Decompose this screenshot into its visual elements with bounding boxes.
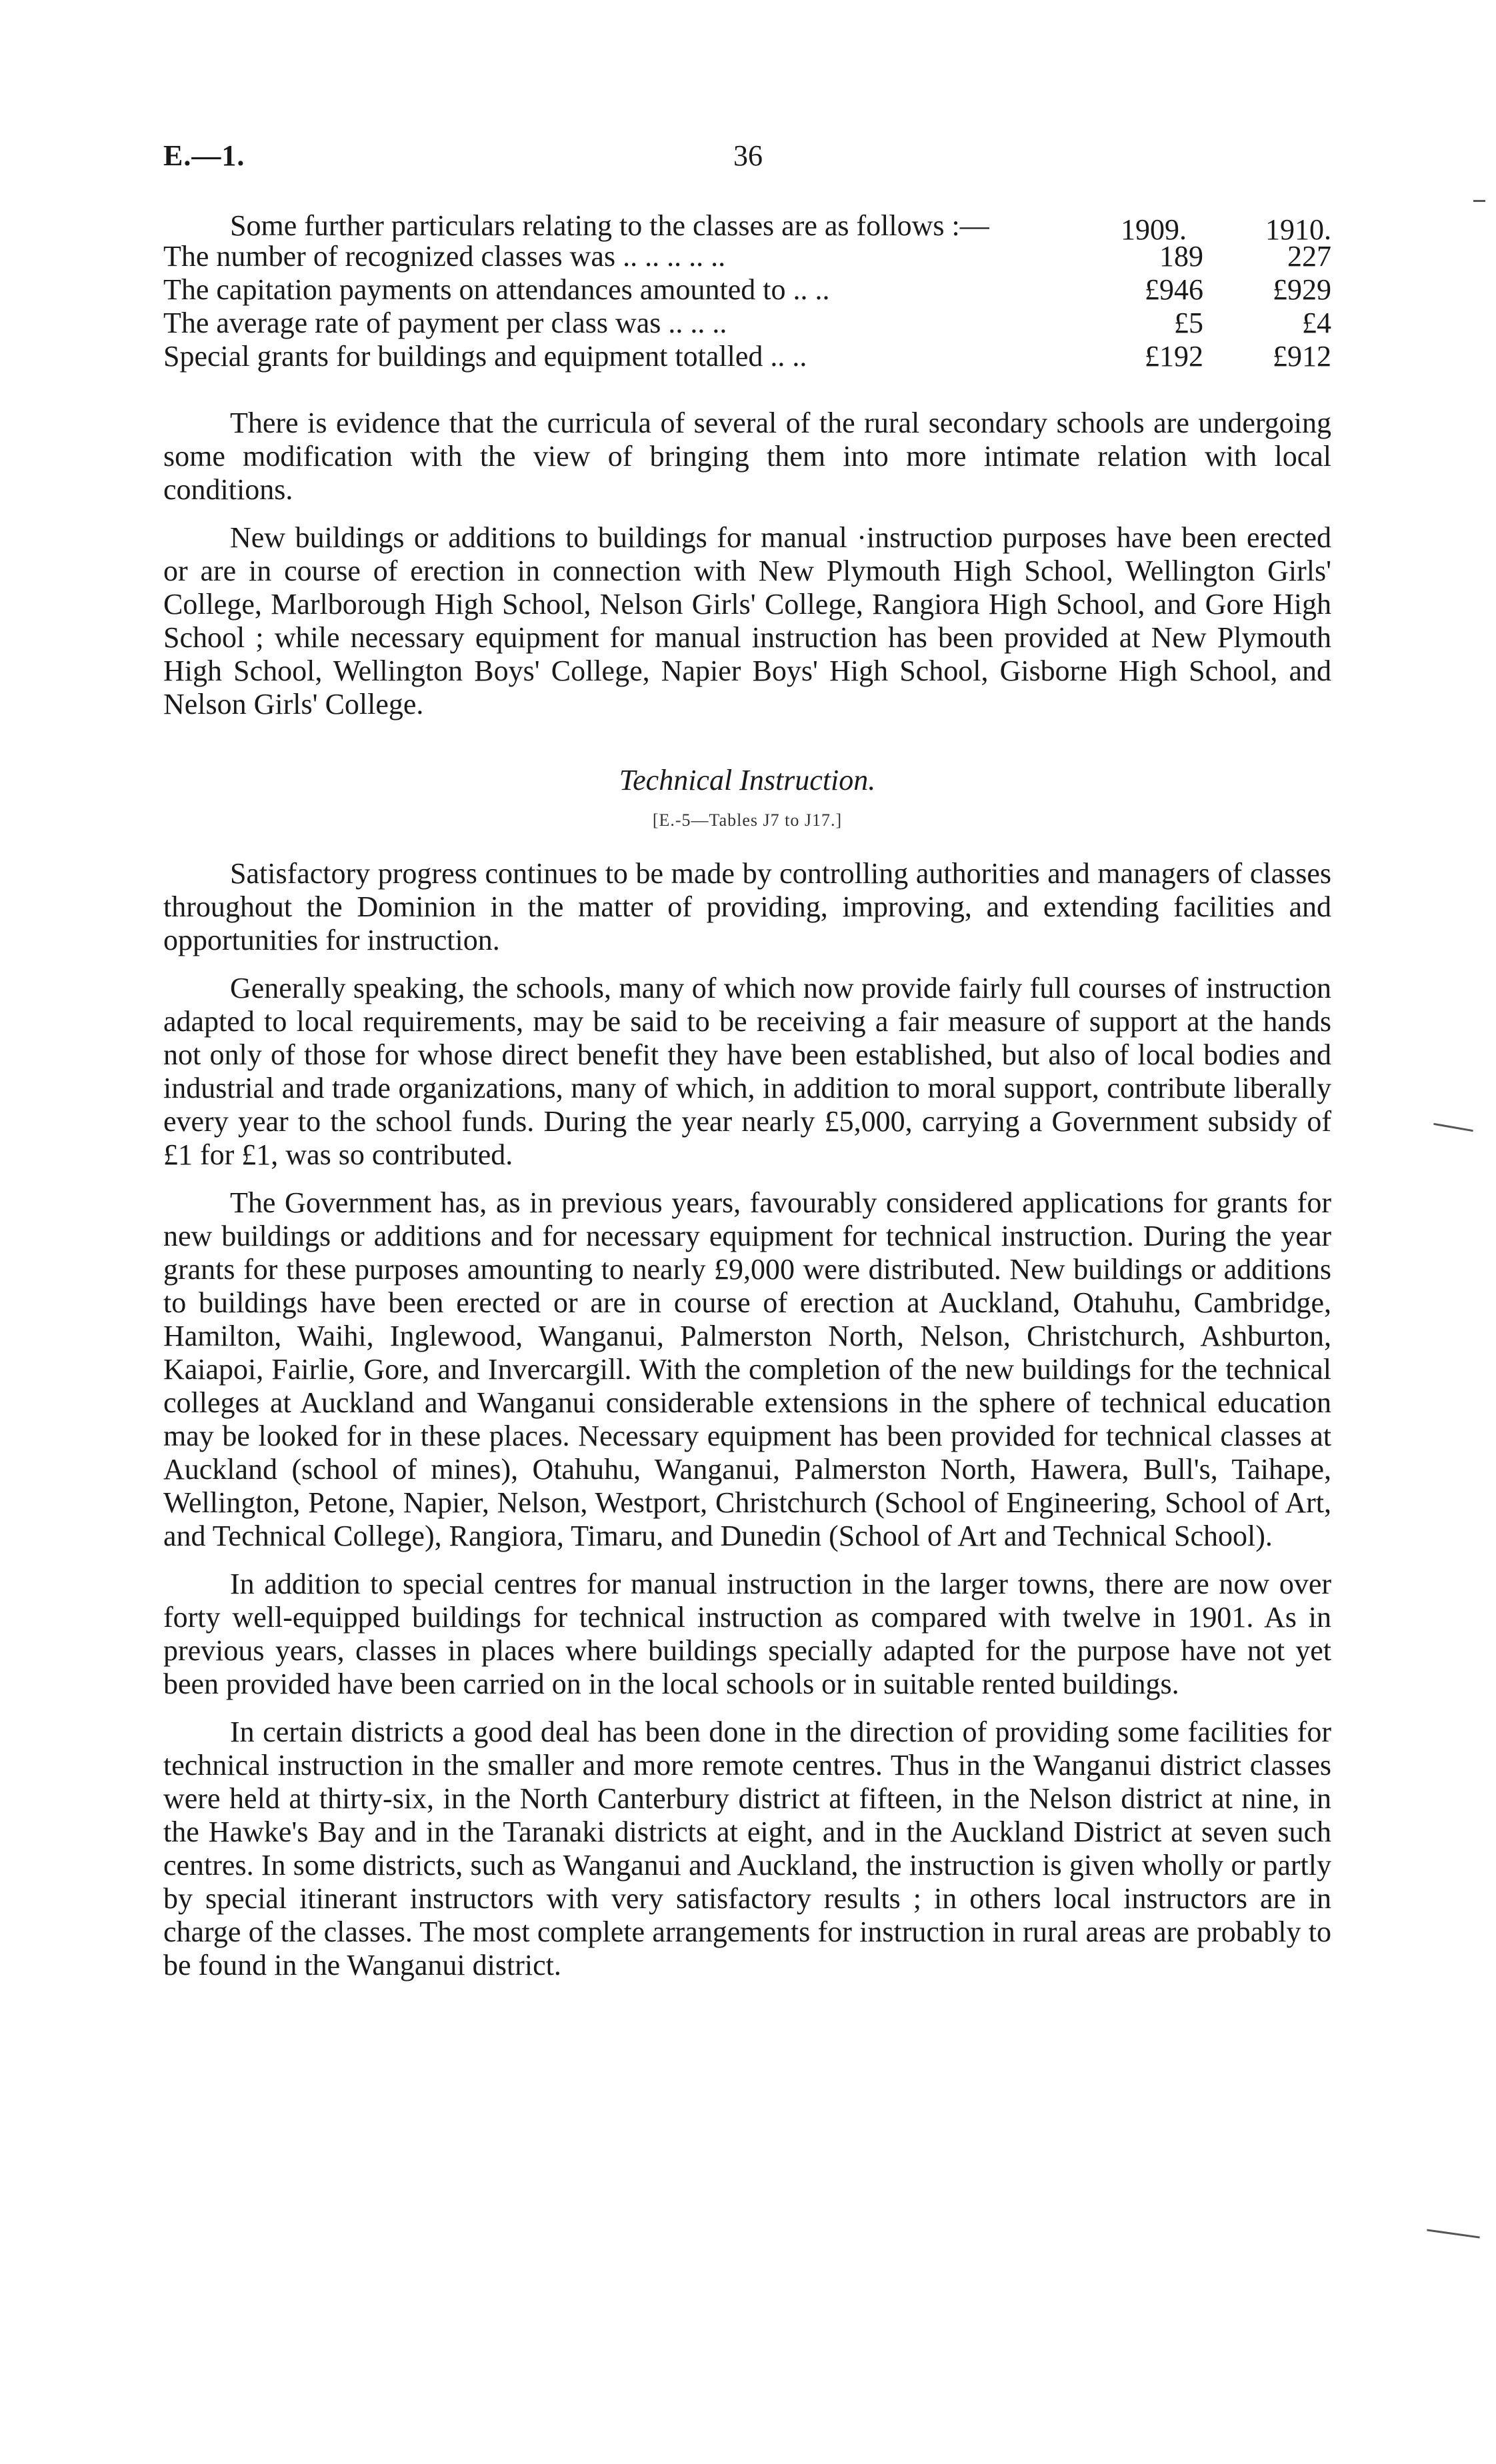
body-paragraph: New buildings or additions to buildings for manual ·instructioᴅ purposes have been erected or are in course of erection in connection with New Plymouth High School, Wellington Girls' College, Marlborough High School, Nelson Girls' College, Rangiora High School, and Gore High School ; while necessary equipment for manual instruction has been provided at New Plymouth High School, Wellington Boys' College, Napier Boys' High School, Gisborne High School, and Nelson Girls' College. (163, 521, 1331, 720)
stats-row-value-1910: 227 (1287, 240, 1331, 273)
stats-row-label: The number of recognized classes was .. .. .. .. .. (163, 240, 726, 273)
stats-row (163, 340, 1331, 373)
body-paragraph: Satisfactory progress continues to be made by controlling authorities and managers of classes throughout the Dominion in the matter of providing, improving, and extending facilities and opportunities for instruction. (163, 857, 1331, 956)
scan-mark (1473, 200, 1485, 202)
stats-row (163, 273, 1331, 307)
stats-row-value-1910: £4 (1302, 307, 1331, 339)
stats-row-value-1910: £929 (1273, 273, 1331, 306)
stats-intro-row (230, 200, 1331, 246)
stats-table (163, 240, 1331, 373)
stats-row-value-1909: 189 (1159, 240, 1203, 273)
body-paragraph: The Government has, as in previous years, favourably considered applications for grants for new buildings or additions and for necessary equipment for technical instruction. During the year grants for these purposes amounting to nearly £9,000 were distributed. New buildings or additions to buildings have been erected or are in course of erection at Auckland, Otahuhu, Cambridge, Hamilton, Waihi, Inglewood, Wanganui, Palmerston North, Nelson, Christchurch, Ashburton, Kaiapoi, Fairlie, Gore, and Invercargill. With the completion of the new buildings for the technical colleges at Auckland and Wanganui considerable extensions in the sphere of technical education may be looked for in these places. Necessary equipment has been provided for technical classes at Auckland (school of mines), Otahuhu, Wanganui, Palmerston North, Hawera, Bull's, Taihape, Wellington, Petone, Napier, Nelson, Westport, Christchurch (School of Engineering, School of Art, and Technical College), Rangiora, Timaru, and Dunedin (School of Art and Technical School). (163, 1186, 1331, 1552)
document-reference: E.—1. (163, 139, 245, 172)
section-reference: [E.-5—Tables J7 to J17.] (652, 810, 843, 830)
stats-row (163, 307, 1331, 340)
body-paragraph: In addition to special centres for manual instruction in the larger towns, there are now over forty well-equipped buildings for technical instruction as compared with twelve in 1901. As in previous years, classes in places where buildings specially adapted for the purpose have not yet been provided have been carried on in the local schools or in suitable rented buildings. (163, 1568, 1331, 1700)
stats-row-label: The average rate of payment per class was .. .. .. (163, 307, 727, 339)
body-paragraph: Generally speaking, the schools, many of which now provide fairly full courses of instruction adapted to local requirements, may be said to be receiving a fair measure of support at the hands not only of those for whose direct benefit they have been established, but also of local bodies and industrial and trade organizations, many of which, in addition to moral support, contribute liberally every year to the school funds. During the year nearly £5,000, carrying a Government subsidy of £1 for £1, was so contributed. (163, 972, 1331, 1171)
body-paragraph: There is evidence that the curricula of several of the rural secondary schools are undergoing some modification with the view of bringing them into more intimate relation with local conditions. (163, 407, 1331, 506)
scan-mark (1427, 2229, 1480, 2238)
page-number: 36 (733, 139, 763, 172)
year-1909-header: 1909. (1121, 213, 1187, 246)
page-header (163, 139, 1330, 179)
stats-intro-text: Some further particulars relating to the classes are as follows :— (230, 209, 989, 242)
page-content (163, 200, 1331, 1997)
stats-row-value-1909: £946 (1145, 273, 1203, 306)
stats-row-value-1910: £912 (1273, 340, 1331, 373)
section-title: Technical Instruction. (619, 764, 876, 796)
stats-row-value-1909: £192 (1145, 340, 1203, 373)
year-1910-header: 1910. (1265, 213, 1331, 246)
stats-row-value-1909: £5 (1174, 307, 1203, 339)
scan-mark (1433, 1123, 1473, 1132)
stats-row-label: The capitation payments on attendances amounted to .. .. (163, 273, 830, 306)
stats-row-label: Special grants for buildings and equipment totalled .. .. (163, 340, 807, 373)
body-paragraph: In certain districts a good deal has been done in the direction of providing some facilities for technical instruction in the smaller and more remote centres. Thus in the Wanganui district classes were held at thirty-six, in the North Canterbury district at fifteen, in the Nelson district at nine, in the Hawke's Bay and in the Taranaki districts at eight, and in the Auckland District at seven such centres. In some districts, such as Wanganui and Auckland, the instruction is given wholly or partly by special itinerant instructors with very satisfactory results ; in others local instructors are in charge of the classes. The most complete arrangements for instruction in rural areas are probably to be found in the Wanganui district. (163, 1716, 1331, 1981)
